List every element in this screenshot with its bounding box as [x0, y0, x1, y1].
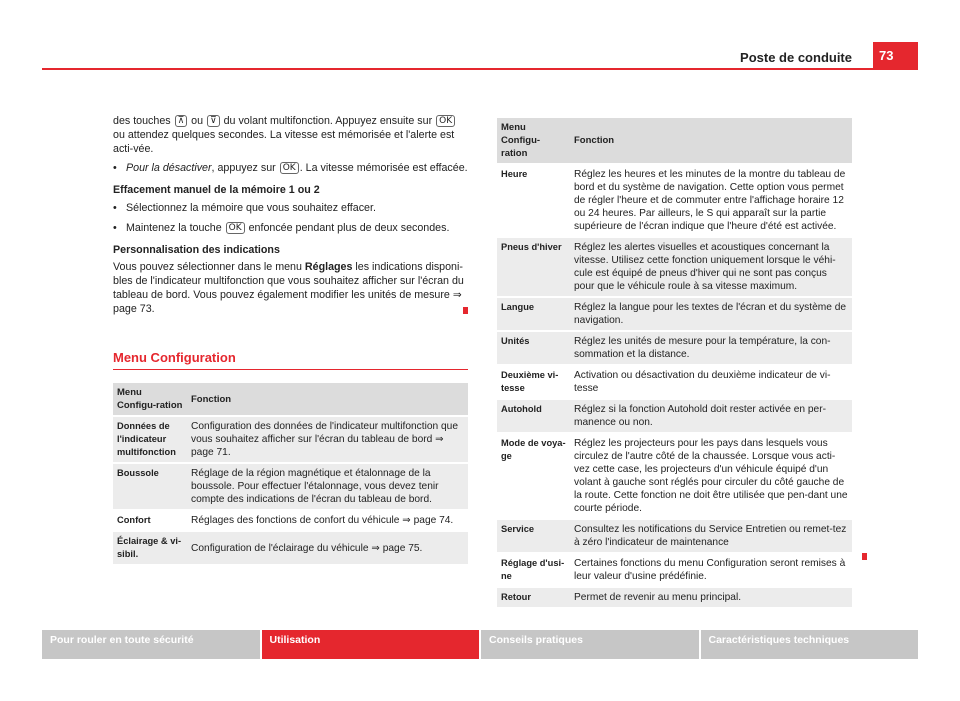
table-row: Données de l'indicateur multifonction Configuration des données de l'indicateur multifonction que vous souhaitez afficher sur l'écran du tableau de bord ⇒ page 71.	[113, 417, 468, 462]
intro-paragraph: des touches ⊼ ou ⊽ du volant multifonction. Appuyez ensuite sur OK ou attendez quelques secondes. La vitesse est mémorisée et l'alerte est acti-vée.	[113, 115, 455, 155]
tab-utilisation[interactable]: Utilisation	[262, 630, 480, 659]
tab-safety[interactable]: Pour rouler en toute sécurité	[42, 630, 260, 659]
page-header-title: Poste de conduite	[740, 50, 852, 65]
list-item: • Maintenez la touche OK enfoncée pendant plus de deux secondes.	[113, 221, 450, 234]
tab-practical-tips[interactable]: Conseils pratiques	[481, 630, 699, 659]
section-end-icon	[463, 307, 468, 314]
header-rule	[42, 68, 918, 70]
table-row: Service Consultez les notifications du Service Entretien ou remet-tez à zéro l'indicateur de maintenance	[497, 520, 852, 552]
page-number: 73	[873, 42, 918, 69]
ok-key-icon: OK	[436, 115, 455, 127]
section-end-icon	[862, 553, 867, 560]
bullet-icon: •	[113, 201, 117, 214]
table-row: Autohold Réglez si la fonction Autohold doit rester activée en per-manence ou non.	[497, 400, 852, 432]
list-item: • Pour la désactiver, appuyez sur OK . La vitesse mémorisée est effacée.	[113, 162, 468, 175]
bullet-icon: •	[113, 162, 117, 175]
table-row: Unités Réglez les unités de mesure pour la température, la con-sommation et la distance.	[497, 332, 852, 364]
table-row: Retour Permet de revenir au menu principal.	[497, 588, 852, 607]
customization-paragraph: Vous pouvez sélectionner dans le menu Réglages les indications disponi-bles de l'indicateur multifonction que vous souhaitez afficher sur l'écran du tableau de bord. Vous pouvez également modifier les unités de mesure ⇒ page 73.	[113, 261, 468, 316]
table-row: Heure Réglez les heures et les minutes de la montre du tableau de bord et du système de navigation. Cette option vous permet de régler l'heure et de commuter entre l'affichage horaire 12 ou 24 heures. Par ailleurs, le S qui apparaît sur la partie supérieure de l'écran indique que l'heure d'été est activée.	[501, 169, 846, 232]
config-table-2	[497, 116, 852, 609]
table-row: Boussole Réglage de la région magnétique et étalonnage de la boussole. Pour effectuer l'étalonnage, vous devez tenir compte des indications de l'écran du tableau de bord.	[113, 464, 468, 509]
config-table-1	[113, 381, 468, 566]
table-row: Réglage d'usi-ne Certaines fonctions du menu Configuration seront remises à leur valeur d'usine prédéfinie.	[501, 558, 846, 582]
table-header: Menu Configu-ration	[497, 118, 570, 163]
up-key-icon: ⊼	[175, 115, 188, 127]
table-row: Langue Réglez la langue pour les textes de l'écran et du système de navigation.	[497, 298, 852, 330]
tab-technical-specs[interactable]: Caractéristiques techniques	[701, 630, 919, 659]
table-header: Fonction	[570, 118, 852, 163]
subheading-clear-memory: Effacement manuel de la mémoire 1 ou 2	[113, 184, 320, 197]
left-column	[113, 115, 468, 323]
ok-key-icon: OK	[226, 222, 245, 234]
section-title: Menu Configuration	[113, 350, 468, 370]
down-key-icon: ⊽	[207, 115, 220, 127]
table-row: Mode de voya-ge Réglez les projecteurs pour les pays dans lesquels vous circulez de l'autre côté de la chaussée. Lorsque vous acti-vez cette case, les projecteurs d'un véhicule équipé d'un volant à gauche sont réglés pour circuler du côté gauche de la route. Cette fonction ne doit être utilisée que pen-dant une courte période.	[501, 438, 848, 514]
table-header: Fonction	[187, 383, 468, 415]
ok-key-icon: OK	[280, 162, 299, 174]
list-item: • Sélectionnez la mémoire que vous souhaitez effacer.	[113, 201, 376, 214]
bullet-icon: •	[113, 221, 117, 234]
table-row: Confort Réglages des fonctions de confort du véhicule ⇒ page 74.	[117, 515, 454, 526]
footer-nav	[42, 630, 918, 659]
table-header: Menu Configu-ration	[113, 383, 187, 415]
table-row: Deuxième vi-tesse Activation ou désactivation du deuxième indicateur de vi-tesse	[501, 370, 831, 394]
table-row: Pneus d'hiver Réglez les alertes visuelles et acoustiques concernant la vitesse. Utilisez cette fonction uniquement lorsque le véhi-cule est équipé de pneus d'hiver qui ne sont pas conçus pour que le véhicule roule à sa vitesse maximum.	[497, 238, 852, 296]
table-row: Éclairage & vi-sibil. Configuration de l'éclairage du véhicule ⇒ page 75.	[113, 532, 468, 564]
subheading-customization: Personnalisation des indications	[113, 243, 280, 256]
